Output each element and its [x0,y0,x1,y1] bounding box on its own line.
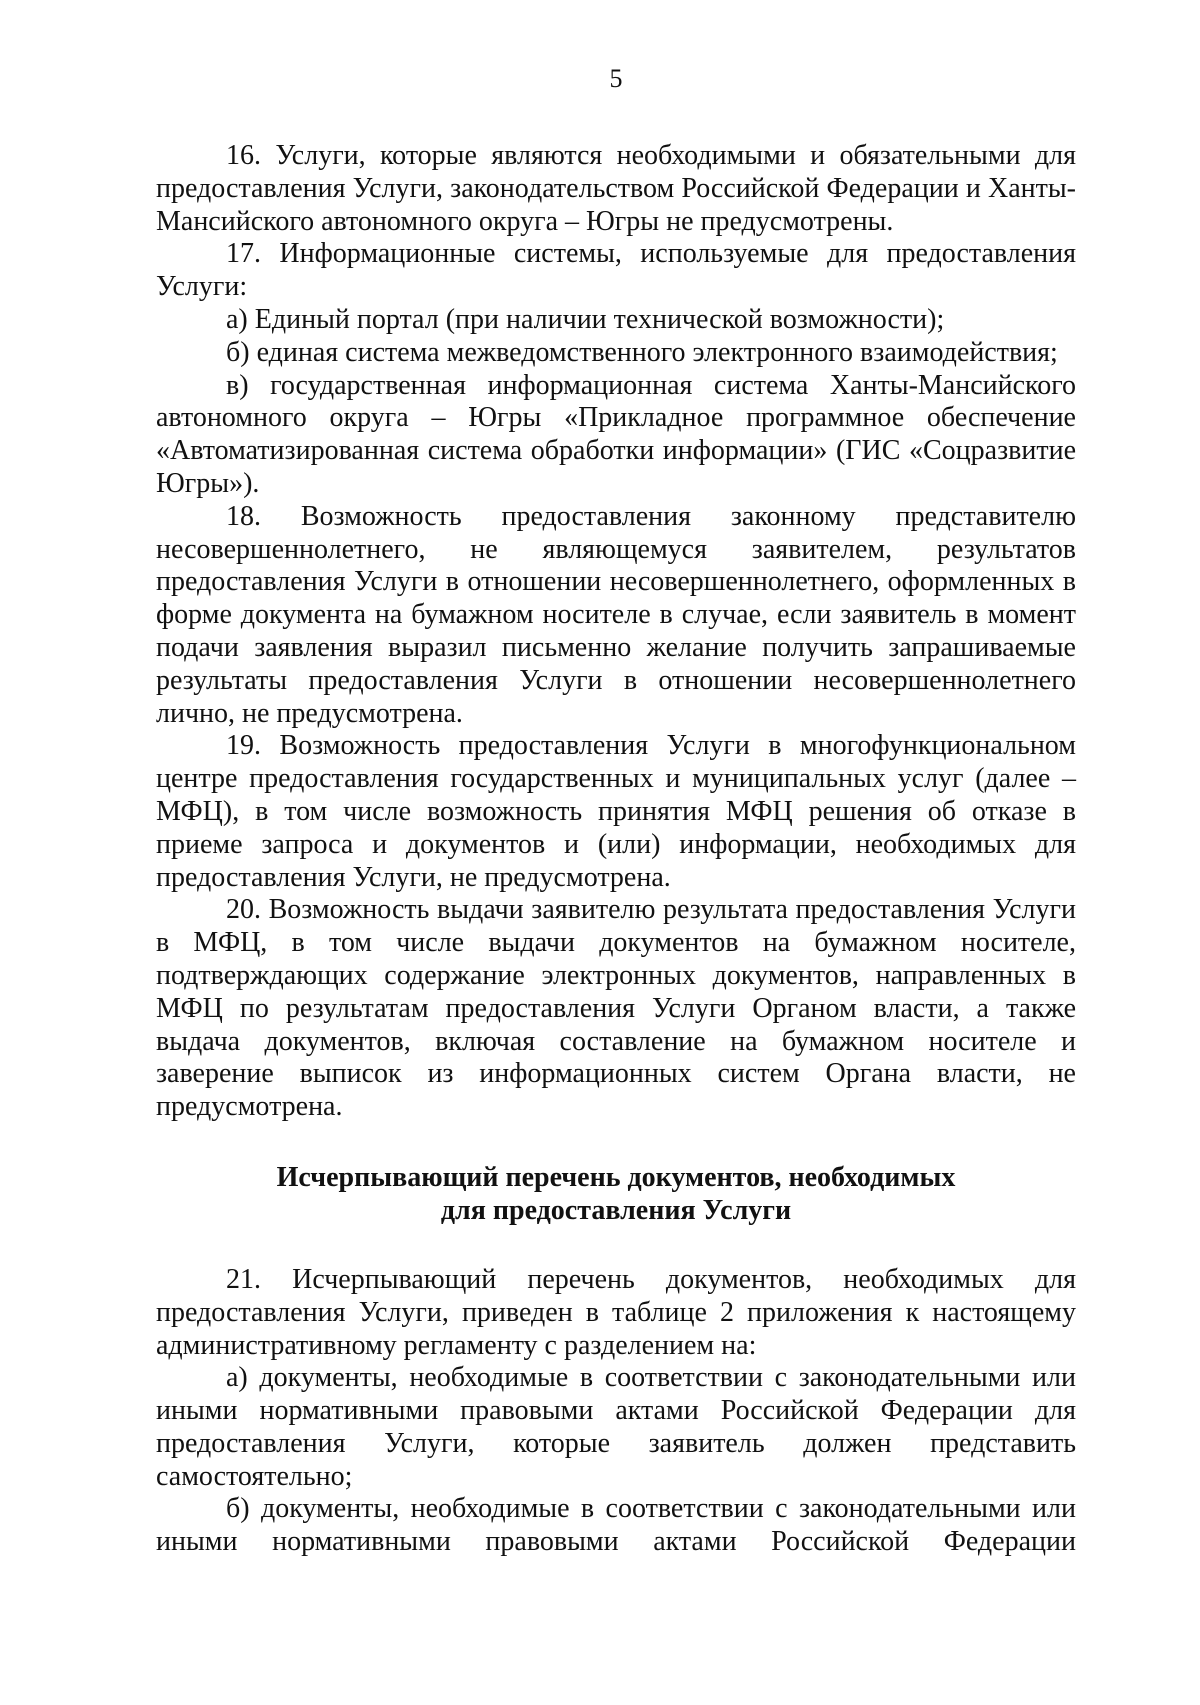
paragraph-17-a: а) Единый портал (при наличии технической возможности); [226,303,945,335]
document-body [156,140,1076,1559]
paragraph-21-a: а) документы, необходимые в соответствии с законодательными или иными нормативными правовыми актами Российской Федерации для предоставления Услуги, которые заявитель должен представить самостоятельно; [156,1362,1076,1492]
paragraph-16: 16. Услуги, которые являются необходимыми и обязательными для предоставления Услуги, законодательством Российской Федерации и Ханты-Мансийского автономного округа – Югры не предусмотрены. [156,140,1076,237]
section-heading-line-1: Исчерпывающий перечень документов, необходимых [276,1161,956,1193]
section-heading [156,1161,1076,1227]
paragraph-21: 21. Исчерпывающий перечень документов, необходимых для предоставления Услуги, приведен в таблице 2 приложения к настоящему административному регламенту с разделением на: [156,1263,1076,1361]
paragraph-17-c: в) государственная информационная система Ханты-Мансийского автономного округа – Югры «Прикладное программное обеспечение «Автоматизированная система обработки информации» (ГИС «Соцразвитие Югры»). [156,369,1076,499]
paragraph-21-b: б) документы, необходимые в соответствии с законодательными или иными нормативными правовыми актами Российской Федерации [156,1493,1076,1558]
paragraph-17: 17. Информационные системы, используемые для предоставления Услуги: [156,238,1076,303]
section-heading-line-2: для предоставления Услуги [440,1194,792,1226]
paragraph-17-b: б) единая система межведомственного электронного взаимодействия; [226,336,1058,368]
page-number: 5 [609,64,623,93]
paragraph-18: 18. Возможность предоставления законному представителю несовершеннолетнего, не являющемуся заявителем, результатов предоставления Услуги в отношении несовершеннолетнего, оформленных в форме документа на бумажном носителе в случае, если заявитель в момент подачи заявления выразил письменно желание получить запрашиваемые результаты предоставления Услуги в отношении несовершеннолетнего лично, не предусмотрена. [156,500,1076,729]
paragraph-19: 19. Возможность предоставления Услуги в многофункциональном центре предоставления государственных и муниципальных услуг (далее – МФЦ), в том числе возможность принятия МФЦ решения об отказе в приеме запроса и документов и (или) информации, необходимых для предоставления Услуги, не предусмотрена. [156,730,1076,893]
paragraph-20: 20. Возможность выдачи заявителю результата предоставления Услуги в МФЦ, в том числе выдачи документов на бумажном носителе, подтверждающих содержание электронных документов, направленных в МФЦ по результатам предоставления Услуги Органом власти, а также выдача документов, включая составление на бумажном носителе и заверение выписок из информационных систем Органа власти, не предусмотрена. [156,894,1076,1123]
